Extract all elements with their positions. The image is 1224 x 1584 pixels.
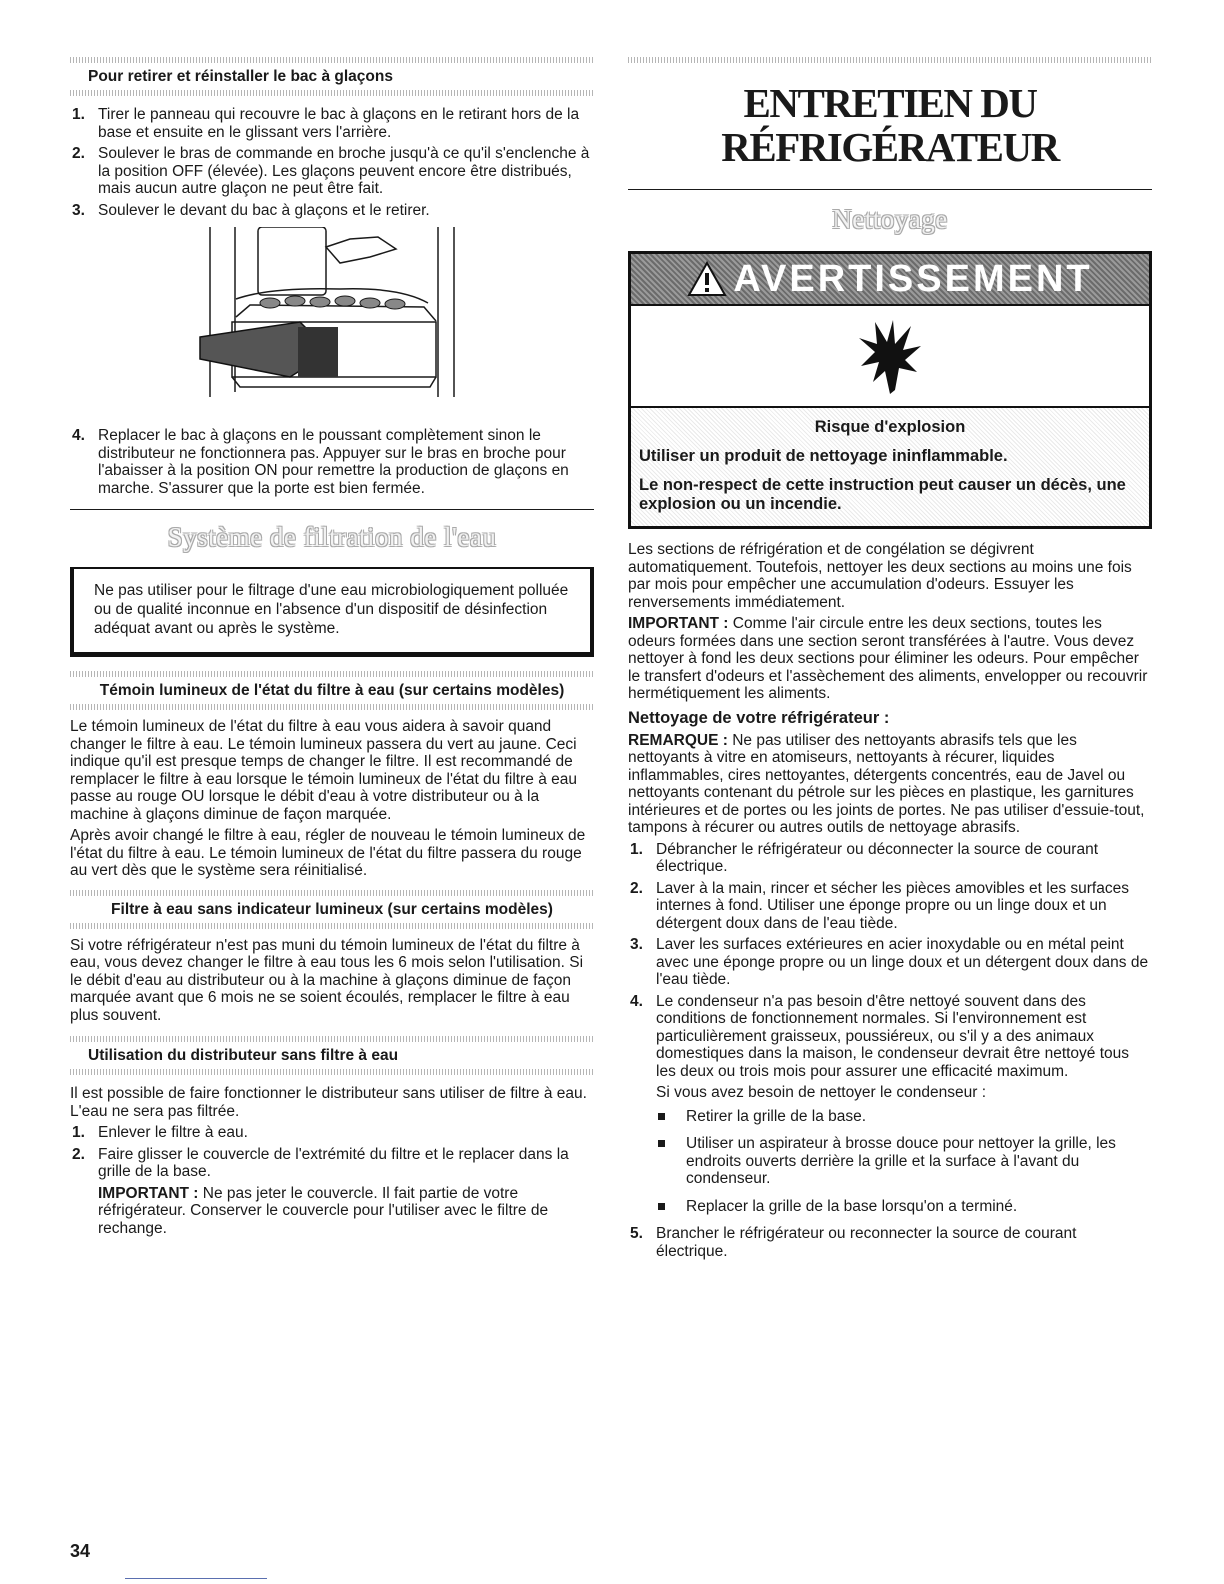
defrost-paragraph: Les sections de réfrigération et de congélation se dégivrent automatiquement. Toutefois, nettoyer les deux sections au moins une fois par mois pour empêcher une accumulation d'odeurs. Essuyer les renversements immédiatement. bbox=[628, 541, 1132, 611]
list-item: 3. Soulever le devant du bac à glaçons et le retirer. bbox=[72, 201, 430, 219]
divider bbox=[70, 1069, 594, 1075]
page-number: 34 bbox=[70, 1541, 91, 1561]
left-column bbox=[70, 0, 594, 1237]
explosion-icon-area bbox=[631, 304, 1149, 406]
divider bbox=[70, 90, 594, 96]
divider bbox=[70, 704, 594, 710]
no-filter-steps bbox=[70, 1124, 594, 1181]
remarque-paragraph: REMARQUE : Ne pas utiliser des nettoyants abrasifs tels que les nettoyants à vitre en atomiseurs, nettoyants à récurer, liquides inflammables, cires nettoyantes, détergents concentrés, eau de Javel ou nettoyants contenant du pétrole sur les pièces en plastique, les garnitures intérieures et de portes ou les joints de portes. Ne pas utiliser d'essuie-tout, tampons à récurer ou autres outils de nettoyage abrasifs. bbox=[628, 731, 1145, 836]
ice-bin-step4 bbox=[70, 427, 594, 497]
bullet-icon bbox=[658, 1113, 665, 1120]
cleaning-steps bbox=[628, 841, 1152, 1261]
ice-bin-heading: Pour retirer et réinstaller le bac à glaçons bbox=[88, 68, 393, 85]
footer-line bbox=[125, 1578, 267, 1579]
warning-box bbox=[628, 251, 1152, 529]
indicator-heading: Témoin lumineux de l'état du filtre à eau (sur certains modèles) bbox=[99, 682, 565, 699]
divider bbox=[70, 890, 594, 896]
no-filter-important: IMPORTANT : Ne pas jeter le couvercle. Il fait partie de votre réfrigérateur. Conserver le couvercle pour l'utiliser avec le filtre de rechange. bbox=[98, 1184, 549, 1237]
bullet-icon bbox=[658, 1140, 665, 1147]
warning-text: Risque d'explosion Utiliser un produit de nettoyage ininflammable. Le non-respect de cette instruction peut causer un décès, une explosion ou un incendie. bbox=[631, 406, 1149, 526]
no-filter-paragraph: Il est possible de faire fonctionner le distributeur sans utiliser de filtre à eau. L'eau ne sera pas filtrée. bbox=[70, 1085, 587, 1120]
divider bbox=[70, 1036, 594, 1042]
list-item: 5. Brancher le réfrigérateur ou reconnecter la source de courant électrique. bbox=[630, 1225, 1077, 1260]
ice-bin-drawing bbox=[140, 227, 480, 417]
condenser-intro: Si vous avez besoin de nettoyer le condenseur : bbox=[656, 1084, 987, 1101]
explosion-icon bbox=[855, 316, 925, 396]
no-indicator-heading: Filtre à eau sans indicateur lumineux (sur certains modèles) bbox=[111, 900, 553, 918]
warning-triangle-icon bbox=[687, 261, 727, 297]
section-rule bbox=[628, 189, 1152, 190]
warning-header: AVERTISSEMENT bbox=[631, 254, 1149, 304]
list-item: 3. Laver les surfaces extérieures en acier inoxydable ou en métal peint avec une éponge propre ou un linge doux et un détergent doux dans de l'eau tiède. bbox=[630, 936, 1149, 988]
divider bbox=[70, 57, 594, 63]
condenser-bullets bbox=[656, 1108, 1152, 1216]
page-title: ENTRETIEN DU RÉFRIGÉRATEUR bbox=[721, 80, 1059, 170]
section-rule bbox=[70, 509, 594, 510]
list-item: 2. Soulever le bras de commande en broche jusqu'à ce qu'il s'enclenche à la position OFF (élevée). Les glaçons peuvent encore être distribués, mais aucun autre glaçon ne peut être fait. bbox=[72, 145, 590, 197]
list-item: 2. Laver à la main, rincer et sécher les pièces amovibles et les surfaces internes à fond. Utiliser une éponge propre ou un linge doux et un détergent doux dans de l'eau tiède. bbox=[630, 879, 1129, 932]
water-filter-title: Système de filtration de l'eau bbox=[167, 522, 497, 552]
divider bbox=[70, 671, 594, 677]
divider bbox=[70, 923, 594, 929]
divider bbox=[628, 57, 1152, 63]
water-filter-notice: Ne pas utiliser pour le filtrage d'une eau microbiologiquement polluée ou de qualité inconnue en l'absence d'un dispositif de désinfection adéquat avant ou après le système. bbox=[70, 567, 594, 657]
list-item: 4. Le condenseur n'a pas besoin d'être nettoyé souvent dans des conditions de fonctionnement normales. Si l'environnement est particulièrement graisseux, poussiéreux, ou s'il y a des animaux domestiques dans la maison, le condenseur devrait être nettoyé tous les deux ou trois mois pour assurer une efficacité maximum. Si vous avez besoin de nettoyer le condenseur : Retirer la grille de la base. Utiliser un aspirateur à brosse douce pour nettoyer la grille, les endroits ouverts derrière la grille et la surface à l'avant du condenseur. Replacer la grille de la base lorsqu'on a terminé. bbox=[628, 993, 1152, 1216]
list-item: 1. Enlever le filtre à eau. bbox=[72, 1124, 248, 1141]
list-item: 4. Replacer le bac à glaçons en le poussant complètement sinon le distributeur ne fonctionnera pas. Appuyer sur le bras en broche pour l'abaisser à la position ON pour remettre la production de glaçons en marche. S'assurer que la porte est bien fermée. bbox=[72, 427, 569, 497]
list-item: 1. Débrancher le réfrigérateur ou déconnecter la source de courant électrique. bbox=[630, 840, 1099, 875]
list-item: 2. Faire glisser le couvercle de l'extrémité du filtre et le replacer dans la grille de la base. bbox=[72, 1145, 569, 1180]
indicator-paragraph-1: Le témoin lumineux de l'état du filtre à eau vous aidera à savoir quand changer le filtre à eau. Le témoin lumineux passera du vert au jaune. Ceci indique qu'il est presque temps de changer le filtre. Il est recommandé de remplacer le filtre à eau lorsque le témoin lumineux de l'état du filtre à eau passe au rouge OU lorsque le débit d'eau à votre distributeur ou à la machine à glaçons diminue de façon marquée. bbox=[70, 718, 577, 823]
bullet-icon bbox=[658, 1203, 665, 1210]
cleaning-heading: Nettoyage de votre réfrigérateur : bbox=[628, 708, 890, 727]
list-item: Retirer la grille de la base. bbox=[656, 1108, 1152, 1126]
no-filter-heading: Utilisation du distributeur sans filtre à eau bbox=[88, 1047, 399, 1064]
list-item: Replacer la grille de la base lorsqu'on a terminé. bbox=[656, 1198, 1152, 1216]
list-item: 1. Tirer le panneau qui recouvre le bac à glaçons en le retirant hors de la base et ensuite en le glissant vers l'arrière. bbox=[72, 106, 580, 141]
list-item: Utiliser un aspirateur à brosse douce pour nettoyer la grille, les endroits ouverts derrière la grille et la surface à l'avant du condenseur. bbox=[656, 1135, 1152, 1188]
cleaning-title: Nettoyage bbox=[832, 204, 948, 234]
important-paragraph: IMPORTANT : Comme l'air circule entre les deux sections, toutes les odeurs formées dans une section seront transférées à l'autre. Vous devez nettoyer à fond les deux sections pour éliminer les odeurs. Pour empêcher le transfert d'odeurs et l'assèchement des aliments, envelopper ou recouvrir hermétiquement les aliments. bbox=[628, 615, 1148, 702]
right-column bbox=[628, 0, 1152, 1264]
no-indicator-paragraph: Si votre réfrigérateur n'est pas muni du témoin lumineux de l'état du filtre à eau, vous devez changer le filtre à eau tous les 6 mois selon l'utilisation. Si le débit d'eau au distributeur ou à la machine à glaçons diminue de façon marquée avant que 6 mois ne se soient écoulés, remplacer le filtre à eau plus souvent. bbox=[70, 936, 584, 1024]
ice-bin-steps bbox=[70, 106, 594, 219]
ice-bin-illustration bbox=[140, 227, 480, 417]
indicator-paragraph-2: Après avoir changé le filtre à eau, régler de nouveau le témoin lumineux de l'état du filtre à eau. Le témoin lumineux de l'état du filtre passera du rouge au vert dès que le système sera réinitialisé. bbox=[70, 827, 586, 879]
